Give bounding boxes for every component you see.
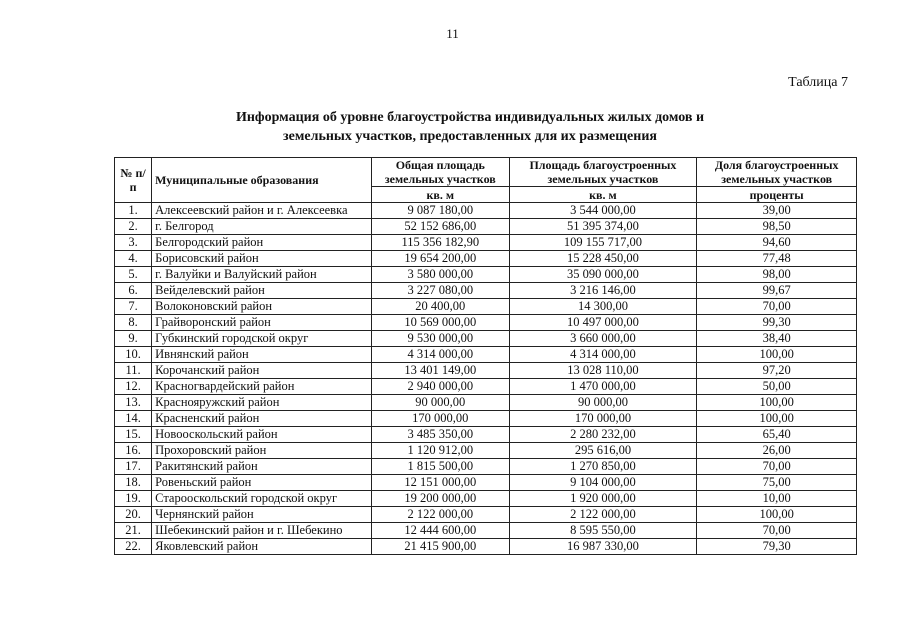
cell-improved: 10 497 000,00 [509,315,697,331]
cell-share: 38,40 [697,331,857,347]
header-improved: Площадь благоустроенных земельных участков [509,158,697,187]
cell-improved: 13 028 110,00 [509,363,697,379]
cell-name: Яковлевский район [152,539,372,555]
cell-total: 12 444 600,00 [372,523,510,539]
cell-total: 1 120 912,00 [372,443,510,459]
cell-num: 14. [115,411,152,427]
cell-total: 9 530 000,00 [372,331,510,347]
table-row [115,379,857,395]
cell-name: г. Валуйки и Валуйский район [152,267,372,283]
cell-name: Белгородский район [152,235,372,251]
cell-name: Старооскольский городской округ [152,491,372,507]
cell-total: 3 580 000,00 [372,267,510,283]
cell-name: Вейделевский район [152,283,372,299]
cell-name: Ракитянский район [152,459,372,475]
cell-name: Борисовский район [152,251,372,267]
cell-num: 15. [115,427,152,443]
cell-num: 17. [115,459,152,475]
cell-share: 65,40 [697,427,857,443]
cell-share: 99,67 [697,283,857,299]
cell-share: 100,00 [697,507,857,523]
header-total: Общая площадь земельных участков [372,158,510,187]
cell-num: 19. [115,491,152,507]
cell-improved: 1 470 000,00 [509,379,697,395]
cell-total: 12 151 000,00 [372,475,510,491]
cell-name: Волоконовский район [152,299,372,315]
cell-total: 2 122 000,00 [372,507,510,523]
cell-name: Корочанский район [152,363,372,379]
cell-num: 3. [115,235,152,251]
table-row [115,491,857,507]
cell-share: 77,48 [697,251,857,267]
cell-share: 50,00 [697,379,857,395]
cell-improved: 295 616,00 [509,443,697,459]
cell-name: Ровеньский район [152,475,372,491]
table-row [115,507,857,523]
cell-improved: 2 280 232,00 [509,427,697,443]
cell-total: 21 415 900,00 [372,539,510,555]
cell-total: 115 356 182,90 [372,235,510,251]
cell-improved: 9 104 000,00 [509,475,697,491]
cell-share: 26,00 [697,443,857,459]
cell-name: Красногвардейский район [152,379,372,395]
table-row [115,427,857,443]
cell-share: 98,50 [697,219,857,235]
cell-num: 12. [115,379,152,395]
cell-improved: 35 090 000,00 [509,267,697,283]
cell-num: 13. [115,395,152,411]
cell-share: 70,00 [697,523,857,539]
cell-improved: 3 660 000,00 [509,331,697,347]
table-row [115,267,857,283]
cell-total: 10 569 000,00 [372,315,510,331]
cell-improved: 3 216 146,00 [509,283,697,299]
cell-name: Чернянский район [152,507,372,523]
table-row [115,219,857,235]
header-num: № п/п [115,158,152,203]
table-row [115,203,857,219]
cell-total: 19 654 200,00 [372,251,510,267]
table-row [115,331,857,347]
table-row [115,443,857,459]
cell-name: Краснояружский район [152,395,372,411]
cell-name: Шебекинский район и г. Шебекино [152,523,372,539]
cell-total: 1 815 500,00 [372,459,510,475]
title-line-2: земельных участков, предоставленных для их размещения [283,129,657,144]
table-row [115,347,857,363]
cell-share: 94,60 [697,235,857,251]
table-row [115,475,857,491]
cell-improved: 170 000,00 [509,411,697,427]
cell-name: г. Белгород [152,219,372,235]
cell-total: 2 940 000,00 [372,379,510,395]
cell-num: 11. [115,363,152,379]
cell-share: 99,30 [697,315,857,331]
cell-total: 52 152 686,00 [372,219,510,235]
table-row [115,395,857,411]
table-row [115,363,857,379]
cell-total: 170 000,00 [372,411,510,427]
unit-improved: кв. м [509,187,697,203]
cell-improved: 1 920 000,00 [509,491,697,507]
cell-name: Новооскольский район [152,427,372,443]
table-row [115,539,857,555]
cell-share: 100,00 [697,395,857,411]
cell-improved: 1 270 850,00 [509,459,697,475]
cell-name: Красненский район [152,411,372,427]
unit-total: кв. м [372,187,510,203]
table-header-row [115,158,857,187]
table-label: Таблица 7 [788,75,848,90]
cell-num: 2. [115,219,152,235]
cell-num: 18. [115,475,152,491]
table-row [115,283,857,299]
cell-share: 70,00 [697,459,857,475]
cell-total: 9 087 180,00 [372,203,510,219]
cell-name: Прохоровский район [152,443,372,459]
table-row [115,459,857,475]
cell-num: 4. [115,251,152,267]
cell-name: Грайворонский район [152,315,372,331]
table-row [115,523,857,539]
header-name: Муниципальные образования [152,158,372,203]
cell-improved: 90 000,00 [509,395,697,411]
cell-num: 8. [115,315,152,331]
cell-improved: 4 314 000,00 [509,347,697,363]
cell-total: 19 200 000,00 [372,491,510,507]
improvement-table [114,157,857,555]
table-row [115,315,857,331]
cell-share: 39,00 [697,203,857,219]
cell-num: 16. [115,443,152,459]
cell-num: 5. [115,267,152,283]
cell-improved: 16 987 330,00 [509,539,697,555]
cell-num: 20. [115,507,152,523]
cell-num: 22. [115,539,152,555]
cell-share: 100,00 [697,411,857,427]
cell-num: 6. [115,283,152,299]
cell-name: Алексеевский район и г. Алексеевка [152,203,372,219]
table-body [115,203,857,555]
cell-num: 10. [115,347,152,363]
cell-total: 4 314 000,00 [372,347,510,363]
cell-total: 3 227 080,00 [372,283,510,299]
cell-improved: 3 544 000,00 [509,203,697,219]
cell-name: Ивнянский район [152,347,372,363]
title-line-1: Информация об уровне благоустройства индивидуальных жилых домов и [235,110,705,125]
cell-total: 20 400,00 [372,299,510,315]
header-share: Доля благоустроенных земельных участков [697,158,857,187]
document-title [150,108,790,146]
page-number: 11 [446,26,459,41]
cell-share: 10,00 [697,491,857,507]
cell-improved: 51 395 374,00 [509,219,697,235]
cell-share: 79,30 [697,539,857,555]
cell-num: 1. [115,203,152,219]
cell-num: 7. [115,299,152,315]
cell-improved: 15 228 450,00 [509,251,697,267]
cell-total: 3 485 350,00 [372,427,510,443]
cell-num: 21. [115,523,152,539]
table-row [115,235,857,251]
cell-share: 70,00 [697,299,857,315]
table-row [115,251,857,267]
cell-name: Губкинский городской округ [152,331,372,347]
cell-num: 9. [115,331,152,347]
cell-improved: 2 122 000,00 [509,507,697,523]
cell-share: 98,00 [697,267,857,283]
table-row [115,411,857,427]
cell-improved: 109 155 717,00 [509,235,697,251]
cell-share: 97,20 [697,363,857,379]
cell-improved: 14 300,00 [509,299,697,315]
cell-total: 13 401 149,00 [372,363,510,379]
unit-share: проценты [697,187,857,203]
cell-improved: 8 595 550,00 [509,523,697,539]
table-row [115,299,857,315]
cell-total: 90 000,00 [372,395,510,411]
cell-share: 75,00 [697,475,857,491]
cell-share: 100,00 [697,347,857,363]
